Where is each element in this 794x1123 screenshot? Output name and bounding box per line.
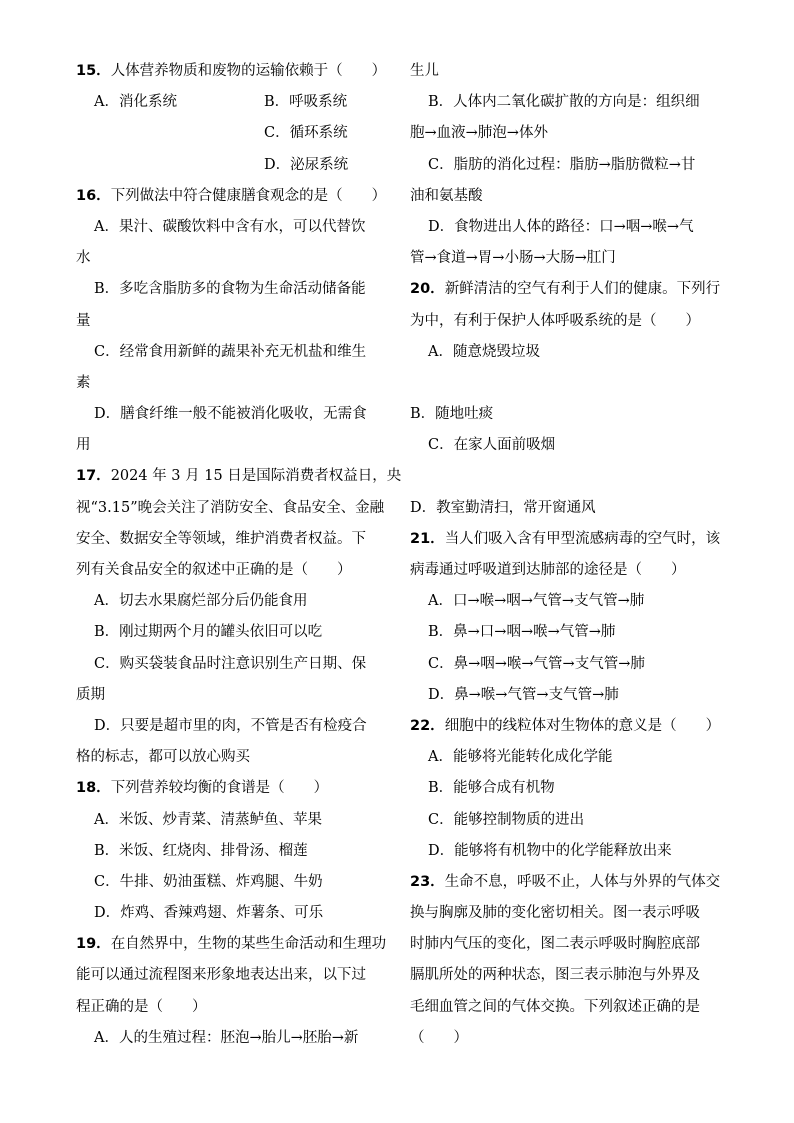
option-c: C．购买袋装食品时注意识别生产日期、保 — [94, 655, 367, 672]
question-number: 16． — [76, 187, 111, 204]
option-b: B．能够合成有机物 — [428, 780, 555, 797]
question-text: 新鲜清洁的空气有利于人们的健康。下列行 — [444, 281, 721, 298]
question-text: 下列营养较均衡的食谱是（ ） — [110, 780, 329, 797]
option-b: B．刚过期两个月的罐头依旧可以吃 — [94, 624, 323, 641]
question-text: 细胞中的线粒体对生物体的意义是（ ） — [444, 717, 721, 734]
option-b: B．米饭、红烧肉、排骨汤、榴莲 — [94, 842, 308, 859]
option-d: D．食物进出人体的路径：口→咽→喉→气 — [428, 218, 694, 235]
question-text-line: 为中，有利于保护人体呼吸系统的是（ ） — [410, 312, 700, 329]
question-number: 22． — [410, 717, 445, 734]
question-18-stem — [76, 773, 386, 804]
question-text-line: 视“3.15”晚会关注了消防安全、食品安全、金融 — [76, 499, 385, 516]
option-c: C．在家人面前吸烟 — [428, 437, 556, 454]
option-c: C．牛排、奶油蛋糕、炸鸡腿、牛奶 — [94, 873, 323, 890]
option-c: C．鼻→咽→喉→气管→支气管→肺 — [428, 655, 645, 672]
question-text: 生命不息，呼吸不止，人体与外界的气体交 — [444, 873, 721, 890]
option-c-cont: 素 — [76, 374, 91, 391]
answer-blank: （ ） — [410, 1029, 468, 1046]
option-d-cont: 用 — [76, 437, 91, 454]
question-text: 下列做法中符合健康膳食观念的是（ ） — [110, 187, 387, 204]
option-a: A．口→喉→咽→气管→支气管→肺 — [428, 593, 645, 610]
question-number: 21． — [410, 530, 445, 547]
option-d: D．教室勤清扫，常开窗通风 — [410, 499, 596, 516]
spacer — [410, 368, 726, 399]
option-d-cont: 管→食道→胃→小肠→大肠→肛门 — [410, 250, 616, 267]
question-text: 在自然界中，生物的某些生命活动和生理功 — [110, 936, 387, 953]
option-a: A．果汁、碳酸饮料中含有水，可以代替饮 — [94, 218, 366, 235]
option-c: C．脂肪的消化过程：脂肪→脂肪微粒→甘 — [428, 156, 696, 173]
option-d: D．能够将有机物中的化学能释放出来 — [428, 842, 672, 859]
option-b-cont: 胞→血液→肺泡→体外 — [410, 125, 548, 142]
question-text-line: 程正确的是（ ） — [76, 998, 207, 1015]
option-c-cont: 油和氨基酸 — [410, 187, 483, 204]
option-b: B．呼吸系统 — [264, 94, 348, 111]
option-c: C．能够控制物质的进出 — [428, 811, 585, 828]
question-text: 2024 年 3 月 15 日是国际消费者权益日，央 — [110, 468, 402, 485]
question-text-line: 列有关食品安全的叙述中正确的是（ ） — [76, 562, 352, 578]
option-c: C．循环系统 — [264, 125, 348, 142]
question-number: 17． — [76, 468, 111, 485]
question-22-stem — [410, 711, 726, 742]
question-23-stem — [410, 867, 726, 898]
spacer — [410, 461, 726, 492]
option-d: D．膳食纤维一般不能被消化吸收，无需食 — [94, 406, 367, 423]
option-b: B．随地吐痰 — [410, 406, 494, 423]
option-d: D．炸鸡、香辣鸡翅、炸薯条、可乐 — [94, 905, 324, 922]
option-a: A．随意烧毁垃圾 — [428, 343, 540, 360]
question-20-stem — [410, 274, 726, 305]
question-15-stem — [76, 56, 386, 87]
option-b-cont: 量 — [76, 312, 91, 329]
option-a: A．切去水果腐烂部分后仍能食用 — [94, 593, 308, 610]
question-number: 18． — [76, 780, 111, 797]
option-b: B．鼻→口→咽→喉→气管→肺 — [428, 624, 616, 641]
question-number: 15． — [76, 63, 111, 79]
option-a: A．人的生殖过程：胚泡→胎儿→胚胎→新 — [94, 1029, 359, 1046]
question-text-line: 病毒通过呼吸道到达肺部的途径是（ ） — [410, 562, 686, 578]
option-c: C．经常食用新鲜的蔬果补充无机盐和维生 — [94, 343, 367, 360]
option-b: B．多吃含脂肪多的食物为生命活动储备能 — [94, 281, 366, 298]
option-d: D．泌尿系统 — [264, 156, 349, 173]
question-text-line: 毛细血管之间的气体交换。下列叙述正确的是 — [410, 998, 700, 1015]
option-a: A．米饭、炒青菜、清蒸鲈鱼、苹果 — [94, 811, 322, 828]
question-text-line: 膈肌所处的两种状态，图三表示肺泡与外界及 — [410, 967, 700, 984]
question-15-options-ab — [76, 87, 386, 118]
left-column — [76, 56, 402, 1054]
option-d-cont: 格的标志，都可以放心购买 — [76, 749, 250, 766]
option-a: A．能够将光能转化成化学能 — [428, 749, 613, 766]
option-d: D．鼻→喉→气管→支气管→肺 — [428, 686, 619, 703]
question-number: 20． — [410, 281, 445, 298]
question-text-line: 能可以通过流程图来形象地表达出来，以下过 — [76, 967, 366, 984]
option-d: D．只要是超市里的肉，不管是否有检疫合 — [94, 717, 367, 734]
question-21-stem — [410, 524, 726, 555]
option-a: A．消化系统 — [94, 94, 177, 111]
question-text: 当人们吸入含有甲型流感病毒的空气时，该 — [444, 530, 721, 547]
option-c-cont: 质期 — [76, 686, 105, 703]
question-text-line: 时肺内气压的变化，图二表示呼吸时胸腔底部 — [410, 936, 700, 953]
question-number: 23． — [410, 873, 445, 890]
option-a-cont: 水 — [76, 250, 91, 267]
question-text: 人体营养物质和废物的运输依赖于（ ） — [110, 63, 387, 79]
right-column — [410, 56, 726, 1054]
question-text-line: 安全、数据安全等领域，维护消费者权益。下 — [76, 530, 366, 547]
question-number: 19． — [76, 936, 111, 953]
question-19-stem — [76, 929, 386, 960]
option-a-cont: 生儿 — [410, 63, 439, 79]
question-17-stem — [76, 461, 402, 492]
question-16-stem — [76, 181, 386, 212]
question-text-line: 换与胸廓及肺的变化密切相关。图一表示呼吸 — [410, 905, 700, 922]
option-b: B．人体内二氧化碳扩散的方向是：组织细 — [428, 94, 700, 111]
